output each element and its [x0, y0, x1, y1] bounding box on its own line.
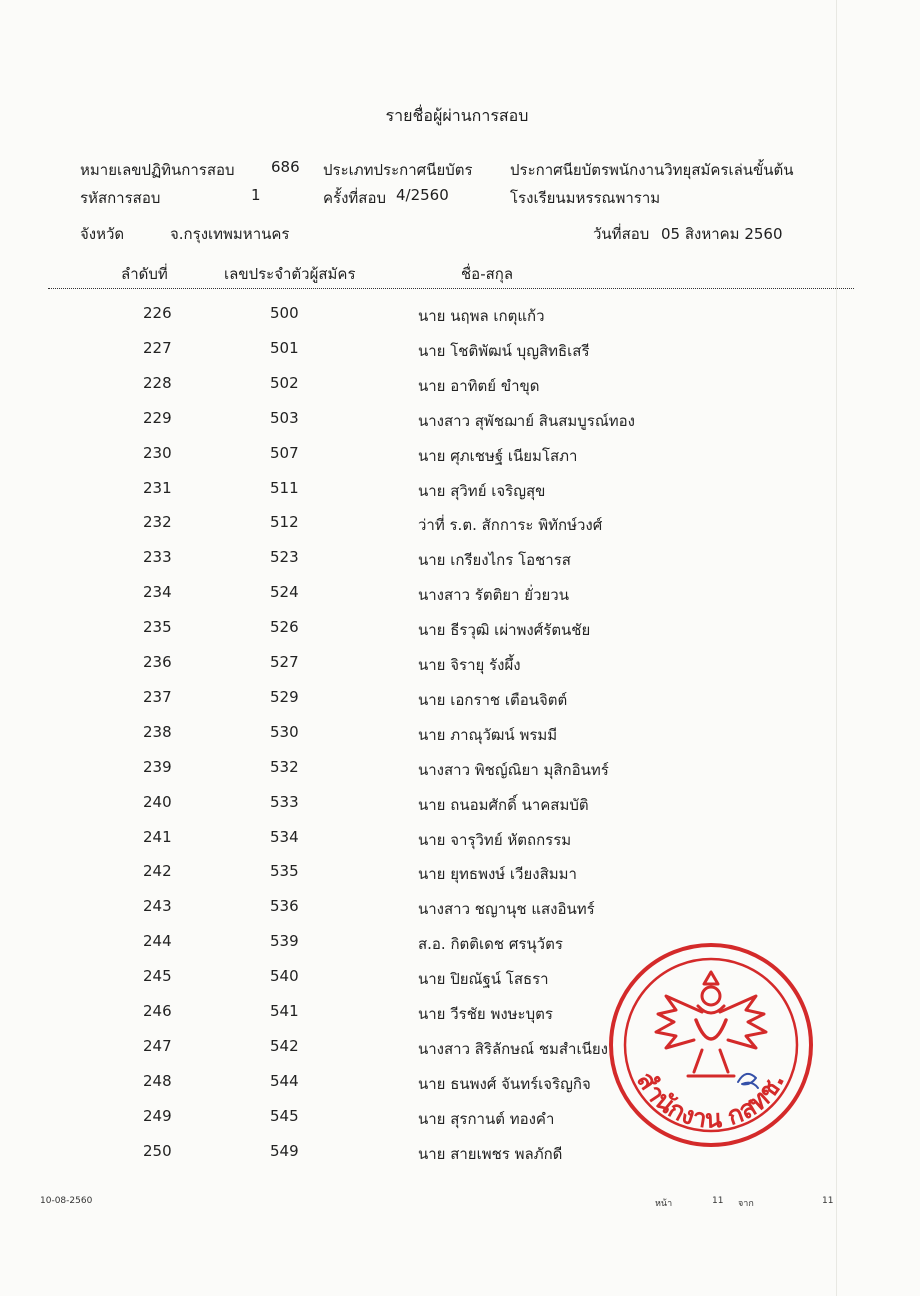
row-seq: 249 [143, 1106, 172, 1125]
row-applicant-id: 541 [270, 1002, 299, 1020]
row-name: นางสาว รัตติยา ยั่วยวน [418, 586, 569, 605]
agency-seal-stamp [606, 940, 816, 1150]
table-row [0, 374, 920, 404]
row-name: นางสาว พิชญ์ณิยา มุสิกอินทร์ [418, 760, 609, 779]
row-seq: 230 [143, 443, 172, 462]
table-row [0, 409, 920, 439]
row-name: นาย นฤพล เกตุแก้ว [418, 307, 545, 325]
row-name: นาย ศุภเชษฐ์ เนียมโสภา [418, 446, 578, 465]
table-row [0, 688, 920, 718]
row-applicant-id: 507 [270, 443, 299, 462]
row-seq: 245 [143, 967, 172, 986]
row-name: ว่าที่ ร.ต. สักการะ พิทักษ์วงศ์ [418, 516, 603, 535]
table-row [0, 862, 920, 892]
permit-value: 686 [271, 158, 300, 176]
code-label: รหัสการสอบ [80, 189, 161, 207]
table-row [0, 793, 920, 823]
table-row [0, 897, 920, 927]
row-seq: 234 [143, 583, 172, 602]
row-seq: 227 [143, 338, 172, 357]
seal-text: สำนักงาน กสทช. [631, 1066, 791, 1134]
header-name: ชื่อ-สกุล [461, 265, 514, 283]
row-applicant-id: 503 [270, 408, 299, 427]
province-value: จ.กรุงเทพมหานคร [170, 225, 290, 243]
row-name: นาย ธนพงศ์ จันทร์เจริญกิจ [418, 1074, 591, 1093]
row-seq: 226 [143, 304, 172, 322]
row-name: นางสาว สิริลักษณ์ ชมสำเนียง [418, 1039, 608, 1058]
row-name: นาย จิรายุ รังผึ้ง [418, 656, 521, 674]
row-applicant-id: 533 [270, 792, 299, 811]
row-seq: 250 [143, 1141, 172, 1160]
page-label: หน้า [655, 1199, 673, 1209]
table-row [0, 444, 920, 474]
of-label: จาก [738, 1199, 754, 1209]
table-row [0, 339, 920, 369]
row-name: นาย ปิยณัฐน์ โสธรา [418, 970, 549, 989]
row-applicant-id: 526 [270, 618, 299, 637]
table-row [0, 548, 920, 578]
row-name: นาย ถนอมศักดิ์ นาคสมบัติ [418, 795, 589, 814]
row-applicant-id: 536 [270, 897, 299, 916]
table-row [0, 828, 920, 858]
table-row [0, 583, 920, 613]
row-name: นาย เกรียงไกร โอชารส [418, 551, 571, 570]
row-name: ส.อ. กิตติเดช ศรนุวัตร [418, 935, 563, 954]
row-name: นาย ภาณุวัฒน์ พรมมี [418, 725, 558, 744]
page-number: 11 [712, 1196, 724, 1206]
row-applicant-id: 523 [270, 548, 299, 567]
print-date: 10-08-2560 [40, 1196, 93, 1206]
row-seq: 248 [143, 1071, 172, 1090]
row-applicant-id: 501 [270, 338, 299, 357]
row-seq: 228 [143, 373, 172, 392]
table-row [0, 723, 920, 753]
row-applicant-id: 512 [270, 513, 299, 532]
document-title: รายชื่อผู้ผ่านการสอบ [385, 106, 529, 125]
table-row [0, 304, 920, 334]
row-applicant-id: 502 [270, 373, 299, 392]
row-applicant-id: 540 [270, 967, 299, 986]
row-seq: 246 [143, 1002, 172, 1020]
cert-name: ประกาศนียบัตรพนักงานวิทยุสมัครเล่นขั้นต้น [510, 161, 794, 179]
row-applicant-id: 500 [270, 304, 299, 322]
row-applicant-id: 530 [270, 722, 299, 741]
header-applicant-id: เลขประจำตัวผู้สมัคร [224, 265, 356, 283]
round-label: ครั้งที่สอบ [323, 189, 386, 207]
row-seq: 238 [143, 722, 172, 741]
row-seq: 236 [143, 653, 172, 671]
row-seq: 231 [143, 478, 172, 497]
row-seq: 240 [143, 792, 172, 811]
table-row [0, 618, 920, 648]
row-applicant-id: 535 [270, 862, 299, 881]
row-applicant-id: 544 [270, 1071, 299, 1090]
row-seq: 235 [143, 618, 172, 637]
table-row [0, 758, 920, 788]
row-applicant-id: 539 [270, 932, 299, 951]
row-applicant-id: 545 [270, 1106, 299, 1125]
header-seq: ลำดับที่ [121, 265, 168, 283]
row-applicant-id: 511 [270, 478, 299, 497]
row-seq: 241 [143, 827, 172, 846]
table-row [0, 513, 920, 543]
code-value: 1 [251, 186, 261, 204]
exam-date-value: 05 สิงหาคม 2560 [661, 225, 783, 243]
row-applicant-id: 534 [270, 827, 299, 846]
row-name: นาย วีรชัย พงษะบุตร [418, 1005, 553, 1023]
row-seq: 247 [143, 1036, 172, 1055]
permit-label: หมายเลขปฏิทินการสอบ [80, 161, 235, 179]
row-seq: 243 [143, 897, 172, 916]
row-applicant-id: 542 [270, 1036, 299, 1055]
exam-date-label: วันที่สอบ [593, 225, 650, 243]
table-row [0, 653, 920, 683]
row-name: นางสาว ชญานุช แสงอินทร์ [418, 900, 595, 919]
row-name: นาย จารุวิทย์ หัตถกรรม [418, 830, 572, 849]
row-name: นาย ธีรวุฒิ เผ่าพงศ์รัตนชัย [418, 621, 591, 640]
row-applicant-id: 529 [270, 687, 299, 706]
row-name: นาย สุรกานต์ ทองคำ [418, 1109, 555, 1128]
row-name: นางสาว สุพัชฌาย์ สินสมบูรณ์ทอง [418, 411, 635, 430]
row-seq: 244 [143, 932, 172, 951]
row-applicant-id: 527 [270, 653, 299, 671]
row-seq: 233 [143, 548, 172, 567]
venue: โรงเรียนมหรรณพาราม [510, 189, 661, 207]
row-name: นาย สุวิทย์ เจริญสุข [418, 481, 546, 500]
page-total: 11 [822, 1196, 834, 1206]
row-applicant-id: 549 [270, 1141, 299, 1160]
row-seq: 229 [143, 408, 172, 427]
table-row [0, 479, 920, 509]
row-name: นาย เอกราช เตือนจิตต์ [418, 690, 568, 709]
province-label: จังหวัด [80, 225, 125, 243]
row-seq: 232 [143, 513, 172, 532]
round-value: 4/2560 [396, 186, 449, 204]
row-name: นาย อาทิตย์ ขำขุด [418, 376, 540, 395]
row-applicant-id: 524 [270, 583, 299, 602]
row-name: นาย สายเพชร พลภักดี [418, 1144, 563, 1163]
row-seq: 242 [143, 862, 172, 881]
row-seq: 237 [143, 687, 172, 706]
header-divider [48, 288, 854, 289]
row-seq: 239 [143, 757, 172, 776]
row-applicant-id: 532 [270, 757, 299, 776]
cert-type-label: ประเภทประกาศนียบัตร [323, 161, 473, 179]
row-name: นาย โชติพัฒน์ บุญสิทธิเสรี [418, 341, 590, 360]
row-name: นาย ยุทธพงษ์ เวียงสิมมา [418, 865, 577, 884]
